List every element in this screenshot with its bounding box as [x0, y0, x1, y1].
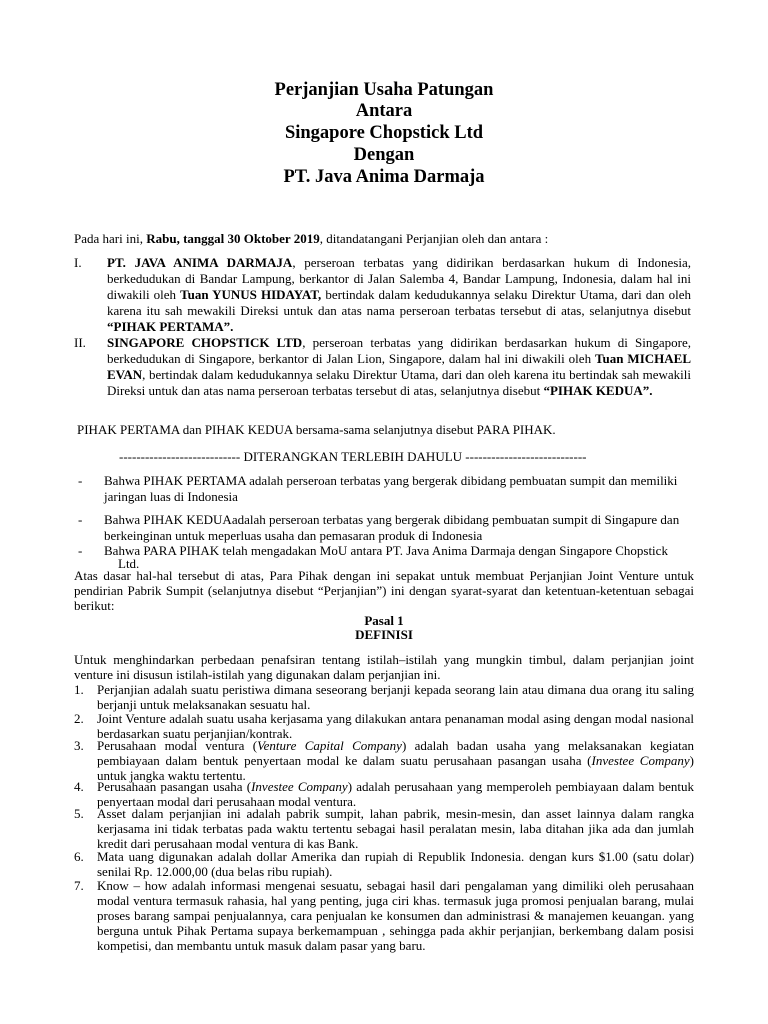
- document-title-line-3: Singapore Chopstick Ltd: [284, 123, 484, 143]
- intro-paragraph: [74, 231, 548, 247]
- diterangkan-heading: ---------------------------- DITERANGKAN TERLEBIH DAHULU ----------------------------: [119, 449, 587, 464]
- definition-item: [97, 878, 694, 953]
- party-text: , bertindak dalam kedudukannya selaku Direktur Utama, dari dan oleh karena itu bertindak sah mewakili Direksi untuk dan atas nama perseroan terbatas tersebut di atas, selanjutnya disebut: [107, 367, 691, 398]
- definition-text: Know – how adalah informasi mengenai sesuatu, sebagai hasil dari pengalaman yang dimiliki oleh perusahaan modal ventura termasuk rahasia, hal yang penting, juga ciri khas. termasuk juga promosi penjualan barang, mulai proses barang sampai penjualannya, cara penjualan ke konsumen dan administrasi & manajemen keuangan. yang berguna untuk Pihak Pertama supaya berkemampuan , sehingga pada akhir perjanjian, berkembang dalam posisi kompetisi, dan membantu untuk masuk dalam pasar yang baru.: [97, 878, 694, 953]
- party-numeral: II.: [74, 335, 86, 350]
- definition-number: 4.: [74, 779, 84, 794]
- definition-item: [97, 779, 694, 809]
- recital-line: Bahwa PARA PIHAK telah mengadakan MoU antara PT. Java Anima Darmaja dengan Singapore Chopstick: [104, 543, 668, 558]
- party-first-paragraph: [107, 255, 691, 335]
- document-title-line-2: Antara: [355, 101, 413, 121]
- definition-number: 1.: [74, 682, 84, 697]
- party-representative: Tuan MICHAEL EVAN: [107, 351, 691, 382]
- party-alias: “PIHAK KEDUA”.: [543, 383, 653, 398]
- definition-number: 2.: [74, 711, 84, 726]
- definition-text: Perjanjian adalah suatu peristiwa dimana seseorang berjanji kepada seorang lain atau dimana dua orang itu saling berjanji untuk melaksanakan sesuatu hal.: [97, 682, 694, 712]
- pasal-number: Pasal 1: [364, 613, 404, 628]
- definition-number: 6.: [74, 849, 84, 864]
- definition-term: Investee Company: [251, 779, 348, 794]
- party-text: , perseroan terbatas yang didirikan berdasarkan hukum di Indonesia, berkedudukan di Bandar Lampung, berkantor di Jalan Salemba 4, Bandar Lampung, Indonesia, dalam hal ini diwakili oleh: [107, 255, 691, 302]
- definition-text: ) adalah perusahaan yang memperoleh pembiayaan dalam bentuk penyertaan modal dari perusahaan modal ventura.: [97, 779, 694, 809]
- definition-text: Asset dalam perjanjian ini adalah pabrik sumpit, lahan pabrik, mesin-mesin, dan asset lainnya dalam rangka kerjasama ini tidak terbatas pada waktu tertentu sebagai hasil peralatan mesin, laba ditahan jika ada dan jumlah kredit dari perusahaan modal ventura di kas Bank.: [97, 806, 694, 851]
- definition-item: [97, 806, 694, 851]
- definition-number: 3.: [74, 738, 84, 753]
- definisi-intro: Untuk menghindarkan perbedaan penafsiran tentang istilah–istilah yang mungkin timbul, dalam perjanjian joint venture ini disusun istilah-istilah yang digunakan dalam perjanjian ini.: [74, 652, 694, 682]
- recital-bullet: -: [78, 473, 83, 488]
- party-numeral: I.: [74, 255, 82, 270]
- party-representative: Tuan YUNUS HIDAYAT,: [180, 287, 322, 302]
- pasal-heading: DEFINISI: [355, 627, 413, 642]
- recital-bullet: -: [78, 543, 83, 558]
- party-name: SINGAPORE CHOPSTICK LTD: [107, 335, 303, 350]
- definition-number: 5.: [74, 806, 84, 821]
- recital-line: Ltd.: [118, 556, 140, 571]
- recital-bullet: -: [78, 512, 83, 527]
- atas-dasar-paragraph: Atas dasar hal-hal tersebut di atas, Para Pihak dengan ini sepakat untuk membuat Perjanjian Joint Venture untuk pendirian Pabrik Sumpit (selanjutnya disebut “Perjanjian”) ini dengan syarat-syarat dan ketentuan-ketentuan sebagai berikut:: [74, 568, 694, 613]
- party-alias: “PIHAK PERTAMA”.: [107, 319, 234, 334]
- definition-item: [97, 738, 694, 783]
- intro-date: Rabu, tanggal 30 Oktober 2019: [146, 231, 320, 246]
- party-name: PT. JAVA ANIMA DARMAJA: [107, 255, 293, 270]
- definition-term: Venture Capital Company: [257, 738, 402, 753]
- definition-text: ) untuk jangka waktu tertentu.: [97, 753, 694, 783]
- definition-text: Perusahaan modal ventura (: [97, 738, 258, 753]
- definition-text: Mata uang digunakan adalah dollar Amerika dan rupiah di Republik Indonesia. dengan kurs $1.00 (satu dolar) senilai Rp. 12.000,00 (dua belas ribu rupiah).: [97, 849, 694, 879]
- definition-term: Investee Company: [591, 753, 690, 768]
- definition-item: [97, 849, 694, 879]
- recital-line: Bahwa PIHAK KEDUAadalah perseroan terbatas yang bergerak dibidang pembuatan sumpit di Singapure dan: [104, 512, 680, 527]
- recital-line: Bahwa PIHAK PERTAMA adalah perseroan terbatas yang bergerak dibidang pembuatan sumpit dan memiliki: [104, 473, 678, 488]
- intro-text: Pada hari ini,: [74, 231, 147, 246]
- document-title-line-5: PT. Java Anima Darmaja: [283, 167, 485, 187]
- definition-number: 7.: [74, 878, 84, 893]
- definition-item: [97, 711, 694, 741]
- definition-text: ) adalah badan usaha yang melaksanakan kegiatan pembiayaan dalam bentuk penyertaan modal ke dalam suatu perusahaan pasangan usaha (: [97, 738, 694, 768]
- definition-text: Perusahaan pasangan usaha (: [97, 779, 252, 794]
- party-text: , perseroan terbatas yang didirikan berdasarkan hukum di Singapore, berkedudukan di Singapore, berkantor di Jalan Lion, Singapore, dalam hal ini diwakili oleh: [107, 335, 692, 366]
- document-title-line-4: Dengan: [353, 145, 415, 165]
- definition-text: Joint Venture adalah suatu usaha kerjasama yang dilakukan antara penanaman modal asing dengan modal nasional berdasarkan suatu perjanjian/kontrak.: [97, 711, 694, 741]
- definition-item: [97, 682, 694, 712]
- party-text: bertindak dalam kedudukannya selaku Direktur Utama, dari dan oleh karena itu sah mewakili Direksi untuk dan atas nama perseroan terbatas tersebut di atas, selanjutnya disebut: [107, 287, 691, 318]
- recital-line: berkeinginan untuk meperluas usaha dan pemasaran produk di Indonesia: [104, 528, 483, 543]
- recital-line: jaringan luas di Indonesia: [104, 489, 238, 504]
- intro-text-end: , ditandatangani Perjanjian oleh dan antara :: [319, 231, 549, 246]
- para-pihak-statement: PIHAK PERTAMA dan PIHAK KEDUA bersama-sama selanjutnya disebut PARA PIHAK.: [77, 422, 556, 437]
- party-second-paragraph: [107, 335, 691, 399]
- document-title-line-1: Perjanjian Usaha Patungan: [274, 80, 494, 100]
